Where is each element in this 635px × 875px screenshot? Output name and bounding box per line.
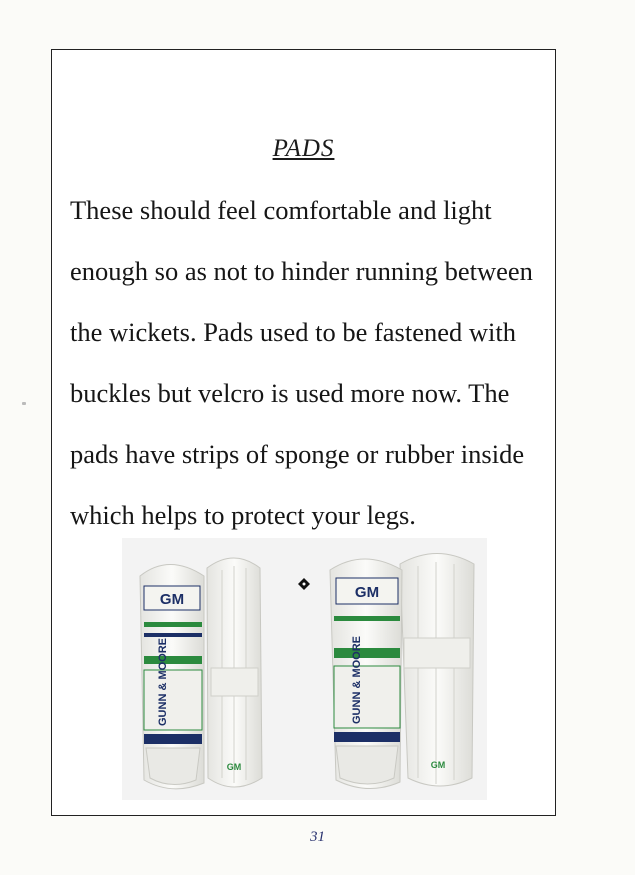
gunn-moore-label: GUNN & MOORE — [157, 638, 169, 726]
batting-pads-illustration — [122, 538, 487, 800]
gm-logo: GM — [159, 591, 185, 608]
paragraph-line: pads have strips of sponge or rubber inside — [70, 439, 525, 469]
gm-logo-small: GM — [226, 762, 242, 772]
page-frame — [51, 49, 556, 816]
left-pad-back — [207, 558, 262, 787]
right-pad-back — [400, 554, 474, 787]
left-pad-front — [140, 565, 204, 789]
gm-logo-small: GM — [430, 760, 446, 770]
paragraph-line: buckles but velcro is used more now. The — [70, 378, 510, 408]
gunn-moore-label: GUNN & MOORE — [351, 636, 363, 724]
paragraph-line: enough so as not to hinder running between — [70, 256, 533, 286]
diamond-bullet-icon — [298, 578, 310, 590]
page-number: 31 — [310, 829, 325, 845]
body-paragraph — [70, 180, 540, 546]
gm-logo: GM — [354, 584, 380, 601]
paragraph-line: the wickets. Pads used to be fastened with — [70, 317, 516, 347]
scan-speck — [22, 402, 26, 405]
page-title: PADS — [272, 135, 335, 162]
paragraph-line: These should feel comfortable and light — [70, 195, 492, 225]
right-pad-front — [330, 559, 402, 789]
paragraph-line: which helps to protect your legs. — [70, 500, 416, 530]
batting-pads-photo — [122, 538, 487, 800]
